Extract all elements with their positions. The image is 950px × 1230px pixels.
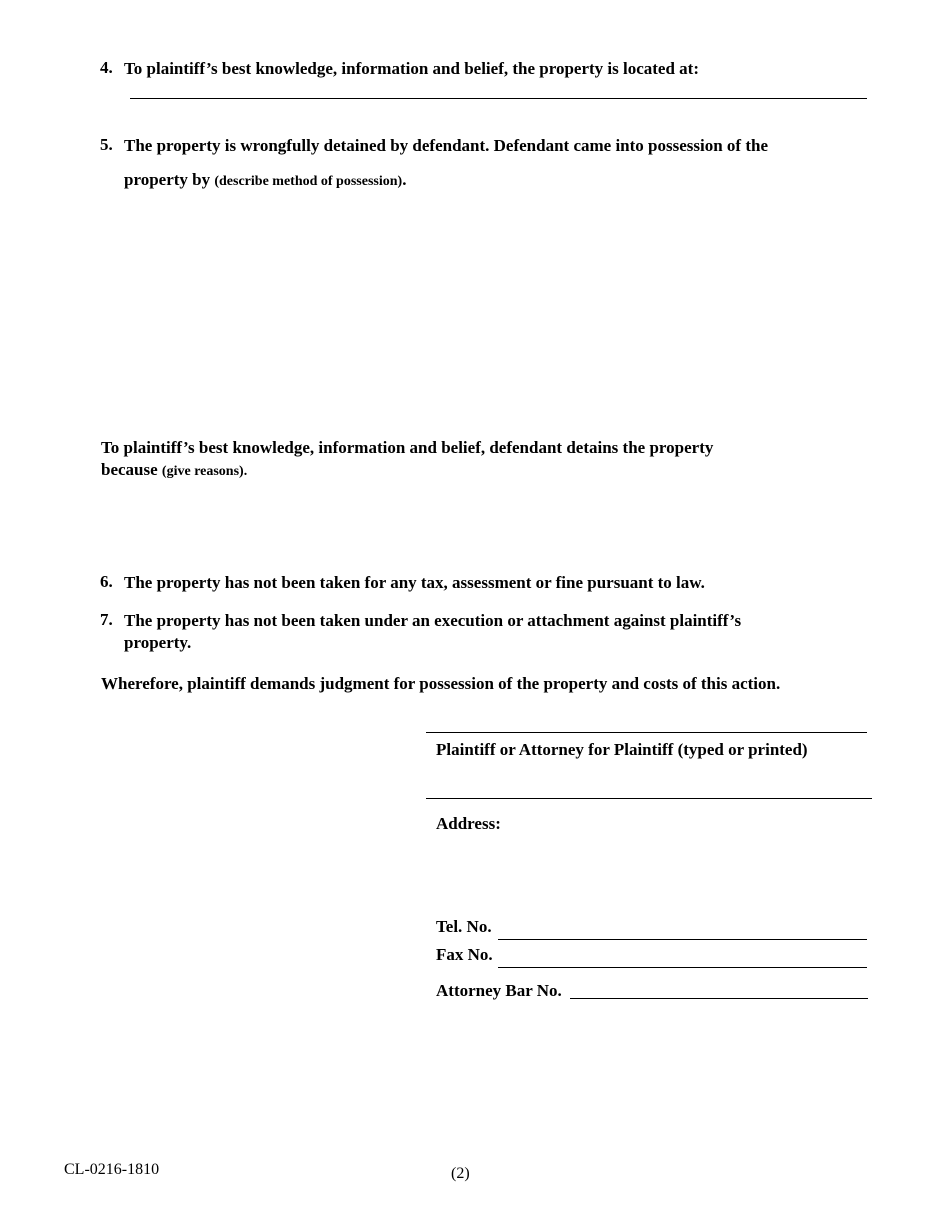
item-4-text: To plaintiff’s best knowledge, information and belief, the property is located at: (124, 59, 700, 78)
property-location-line[interactable] (130, 98, 867, 99)
page-number: (2) (451, 1165, 470, 1182)
reasons-line2-note: (give reasons). (161, 464, 248, 479)
form-code: CL-0216-1810 (64, 1161, 160, 1178)
fax-label: Fax No. (436, 945, 493, 964)
reasons-line2-main: because (101, 460, 158, 479)
reasons-line1: To plaintiff’s best knowledge, information and belief, defendant detains the property (101, 438, 714, 457)
tel-label: Tel. No. (436, 917, 492, 936)
attorney-bar-label: Attorney Bar No. (436, 981, 562, 1000)
item-4-number: 4. (100, 58, 113, 77)
attorney-bar-input-line[interactable] (570, 998, 868, 999)
plaintiff-name-label: Plaintiff or Attorney for Plaintiff (typed or printed) (436, 740, 808, 759)
item-5-line2 (124, 169, 406, 193)
tel-input-line[interactable] (498, 939, 867, 940)
item-5-line2-end: . (402, 170, 407, 189)
wherefore-clause: Wherefore, plaintiff demands judgment for possession of the property and costs of this action. (101, 674, 781, 693)
address-label: Address: (436, 814, 501, 833)
item-6-text: The property has not been taken for any tax, assessment or fine pursuant to law. (124, 573, 705, 592)
item-5-line2-main: property by (124, 170, 211, 189)
reasons-line2 (101, 459, 247, 483)
item-7-number: 7. (100, 610, 113, 629)
item-7-line1: The property has not been taken under an execution or attachment against plaintiff’s (124, 611, 742, 630)
signature-line[interactable] (426, 732, 867, 733)
item-7-line2: property. (124, 633, 192, 652)
fax-input-line[interactable] (498, 967, 867, 968)
item-5-number: 5. (100, 135, 113, 154)
item-5-line1: The property is wrongfully detained by defendant. Defendant came into possession of the (124, 136, 768, 155)
item-6-number: 6. (100, 572, 113, 591)
item-5-line2-note: (describe method of possession) (214, 174, 403, 189)
address-top-line[interactable] (426, 798, 872, 799)
